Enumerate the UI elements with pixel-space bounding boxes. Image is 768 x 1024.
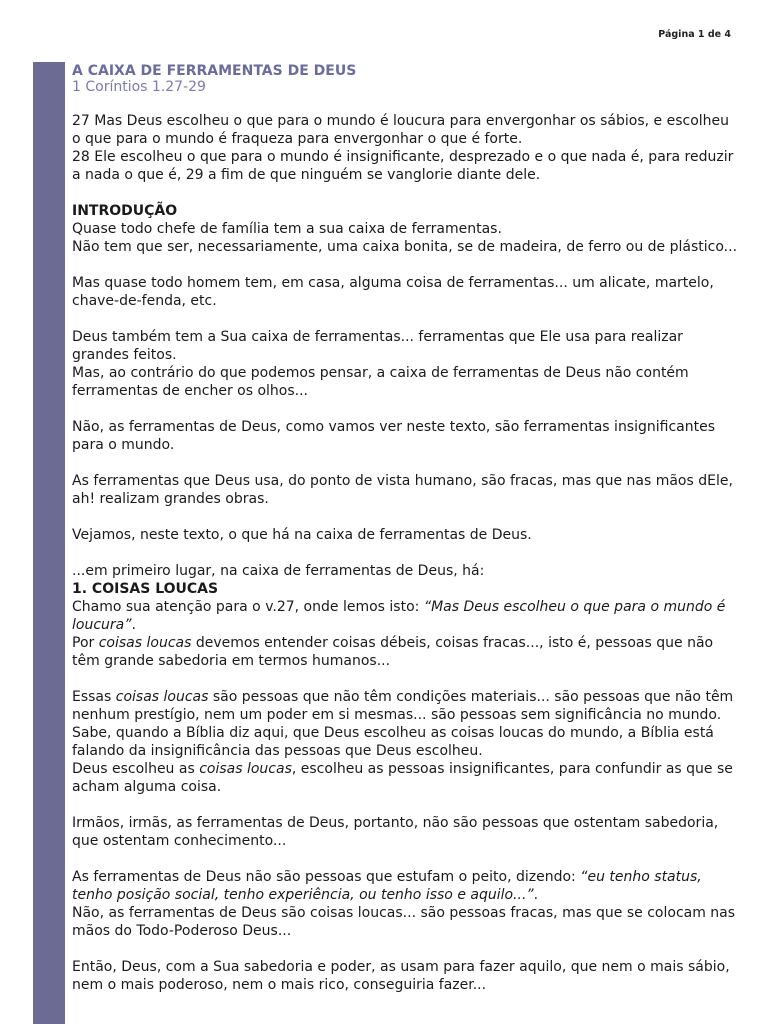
verses-paragraph [72,112,737,184]
paragraph-text: Sabe, quando a Bíblia diz aqui, que Deus escolheu as coisas loucas do mundo, a Bíblia está falando da insignificância das pessoas que Deus escolheu. [72,725,714,759]
intro-line: Quase todo chefe de família tem a sua caixa de ferramentas. [72,221,502,237]
document-body [72,63,737,1012]
paragraph-text: são pessoas que não têm condições materiais... são pessoas que não têm nenhum prestígio, nem um poder em si mesmas... são pessoas sem significância no mundo. [72,689,734,723]
paragraph-line: Mas, ao contrário do que podemos pensar, a caixa de ferramentas de Deus não contém ferramentas de encher os olhos... [72,365,689,399]
scripture-reference: 1 Coríntios 1.27-29 [72,79,206,95]
document-title: A CAIXA DE FERRAMENTAS DE DEUS [72,63,357,79]
intro-heading: INTRODUÇÃO [72,203,178,219]
paragraph-text: Por [72,635,99,651]
paragraph: Então, Deus, com a Sua sabedoria e poder, as usam para fazer aquilo, que nem o mais sábio, nem o mais poderoso, nem o mais rico, conseguiria fazer... [72,959,730,993]
verse-28-29: 28 Ele escolheu o que para o mundo é insignificante, desprezado e o que nada é, para reduzir a nada o que é, 29 a fim de que ninguém se vanglorie diante dele. [72,149,734,183]
verse-27: 27 Mas Deus escolheu o que para o mundo é loucura para envergonhar os sábios, e escolheu o que para o mundo é fraqueza para envergonhar o que é forte. [72,113,730,147]
quote: “eu tenho status, tenho posição social, tenho experiência, ou tenho isso e aquilo...” [72,869,702,903]
paragraph [72,328,737,400]
page-number: Página 1 de 4 [658,29,731,40]
emphasis: coisas loucas [98,635,192,651]
paragraph: Mas quase todo homem tem, em casa, alguma coisa de ferramentas... um alicate, martelo, chave-de-fenda, etc. [72,275,714,309]
paragraph-text: Chamo sua atenção para o v.27, onde lemos isto: [72,599,424,615]
intro-paragraph [72,202,737,256]
paragraph: As ferramentas que Deus usa, do ponto de vista humano, são fracas, mas que nas mãos dEle, ah! realizam grandes obras. [72,473,733,507]
paragraph-line: ...em primeiro lugar, na caixa de ferramentas de Deus, há: [72,563,485,579]
paragraph-text: devemos entender coisas débeis, coisas fracas..., isto é, pessoas que não têm grande sabedoria em termos humanos... [72,635,714,669]
scripture-quote: “Mas Deus escolheu o que para o mundo é loucura” [72,599,726,633]
paragraph: Não, as ferramentas de Deus, como vamos ver neste texto, são ferramentas insignificantes para o mundo. [72,419,716,453]
paragraph-text: . [131,617,136,633]
paragraph: Irmãos, irmãs, as ferramentas de Deus, portanto, não são pessoas que ostentam sabedoria, que ostentam conhecimento... [72,815,719,849]
section-1 [72,562,737,670]
paragraph-text: Essas [72,689,116,705]
paragraph [72,688,737,796]
paragraph-line: Deus também tem a Sua caixa de ferramentas... ferramentas que Ele usa para realizar grandes feitos. [72,329,683,363]
paragraph-text: Não, as ferramentas de Deus são coisas loucas... são pessoas fracas, mas que se colocam nas mãos do Todo-Poderoso Deus... [72,905,736,939]
emphasis: coisas loucas [115,689,209,705]
paragraph-text: . [533,887,539,903]
section-1-heading: 1. COISAS LOUCAS [72,581,219,597]
paragraph-text: , escolheu as pessoas insignificantes, para confundir as que se acham alguma coisa. [72,761,733,795]
paragraph-text: As ferramentas de Deus não são pessoas que estufam o peito, dizendo: [72,869,581,885]
paragraph [72,868,737,940]
paragraph: Vejamos, neste texto, o que há na caixa de ferramentas de Deus. [72,527,532,543]
left-accent-bar [33,62,65,1024]
emphasis: coisas loucas [199,761,292,777]
paragraph-text: Deus escolheu as [72,761,200,777]
intro-line: Não tem que ser, necessariamente, uma caixa bonita, se de madeira, de ferro ou de plástico... [72,239,738,255]
